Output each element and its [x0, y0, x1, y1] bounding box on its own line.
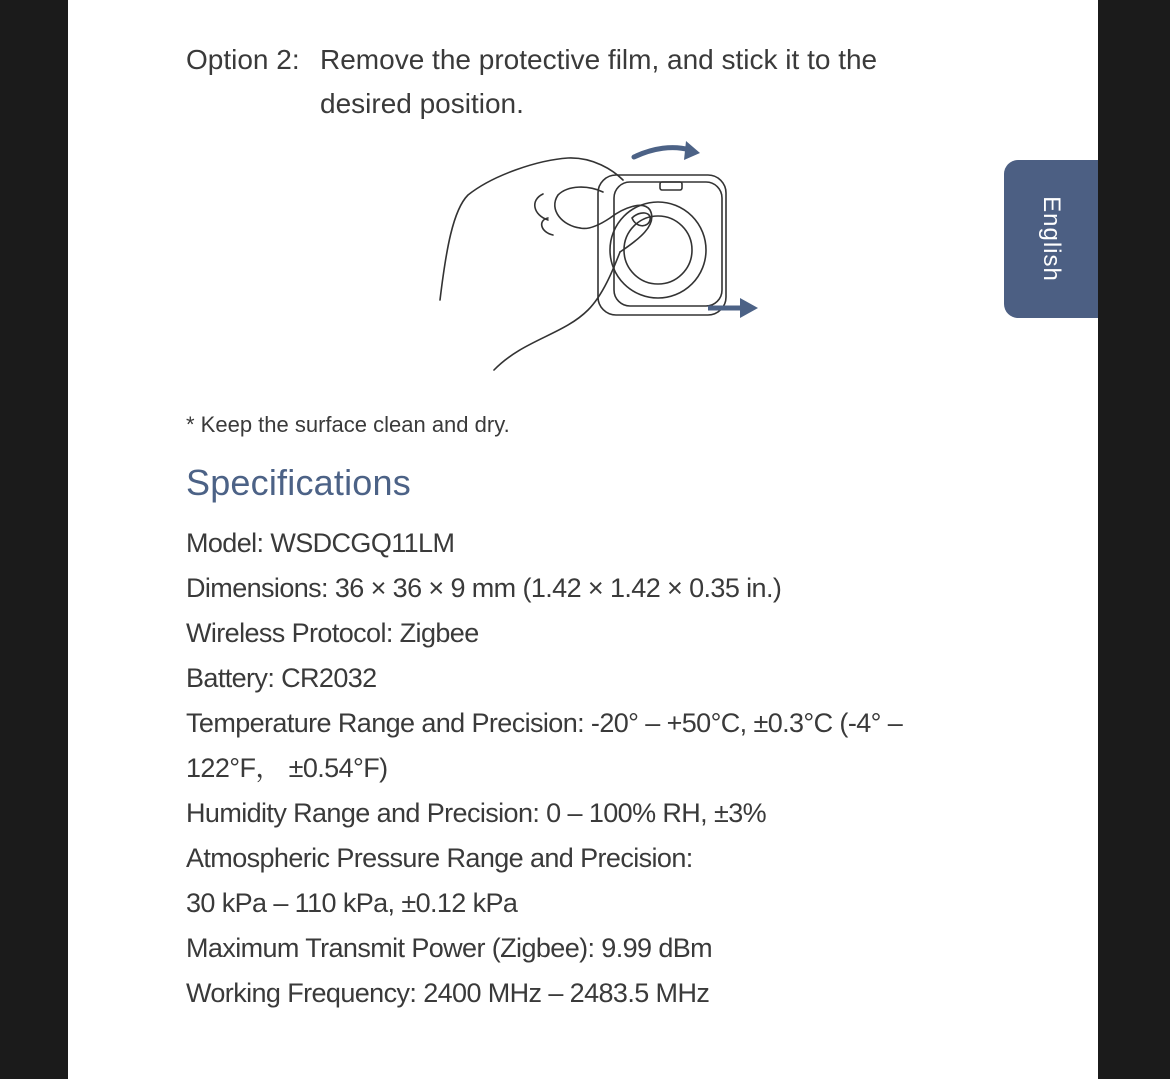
spec-pressure-label: Atmospheric Pressure Range and Precision: [186, 843, 693, 873]
specifications-list [186, 521, 986, 1016]
finger-1 [555, 187, 603, 228]
spec-temperature-continued: 122°F， ±0.54°F) [186, 753, 388, 783]
option-2-instruction [186, 38, 946, 126]
spec-temperature: Temperature Range and Precision: -20° – +50°C, ±0.3°C (-4° – [186, 708, 903, 738]
option-text: Remove the protective film, and stick it to the desired position. [320, 44, 878, 119]
spec-dimensions: Dimensions: 36 × 36 × 9 mm (1.42 × 1.42 × 0.35 in.) [186, 573, 782, 603]
hand-palm [494, 252, 620, 370]
peel-arrow-icon [634, 148, 690, 157]
spec-model: Model: WSDCGQ11LM [186, 528, 455, 558]
surface-note: * Keep the surface clean and dry. [186, 412, 510, 437]
thumbnail [632, 213, 650, 226]
finger-2 [535, 194, 548, 220]
specifications-heading: Specifications [186, 462, 411, 503]
language-tab[interactable] [1004, 160, 1098, 318]
push-arrowhead-icon [740, 298, 758, 318]
sensor-tab [660, 182, 682, 190]
mounting-illustration [358, 130, 778, 380]
hand-outline [440, 158, 623, 300]
spec-wireless-protocol: Wireless Protocol: Zigbee [186, 618, 479, 648]
arrows [634, 141, 758, 318]
spec-humidity: Humidity Range and Precision: 0 – 100% RH, ±3% [186, 798, 767, 828]
manual-page [68, 0, 1098, 1079]
spec-pressure-value: 30 kPa – 110 kPa, ±0.12 kPa [186, 888, 518, 918]
sensor-ring-inner [624, 216, 692, 284]
spec-transmit-power: Maximum Transmit Power (Zigbee): 9.99 dBm [186, 933, 713, 963]
language-tab-label: English [1038, 196, 1065, 282]
option-label: Option 2: [186, 44, 300, 75]
spec-working-frequency: Working Frequency: 2400 MHz – 2483.5 MHz [186, 978, 710, 1008]
spec-battery: Battery: CR2032 [186, 663, 377, 693]
sensor-body [598, 175, 726, 315]
peel-arrowhead-icon [684, 141, 700, 160]
